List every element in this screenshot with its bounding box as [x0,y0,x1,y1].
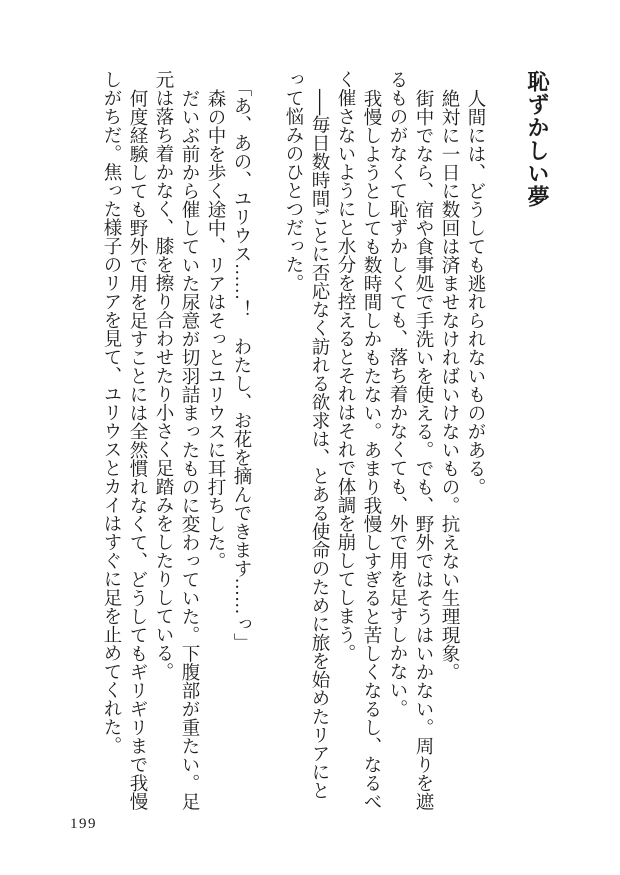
paragraph [462,70,488,845]
text-line: しがちだ。焦った様子のリアを見て、ユリウスとカイはすぐに足を止めてくれた。 [101,70,121,755]
text-line: って悩みのひとつだった。 [283,70,303,292]
paragraph [98,70,150,845]
text-line: 何度経験しても野外で用を足すことには全然慣れなくて、どうしてもギリギリまで我慢 [127,88,147,810]
paragraph [384,70,436,845]
paragraph [332,70,384,845]
paragraph [202,70,228,845]
text-line: 街中でなら、宿や食事処で手洗いを使える。でも、野外ではそうはいかない。周りを遮 [413,88,433,810]
text-line: るものがなくて恥ずかしくても、落ち着かなくても、外で用を足すしかない。 [387,70,407,718]
page-number: 199 [70,816,97,832]
paragraph [280,70,332,845]
text-line: 人間には、どうしても逃れられないものがある。 [465,88,485,496]
text-line: く催さないようにと水分を控えるとそれはそれで体調を崩してしまう。 [335,70,355,662]
text-line: 森の中を歩く途中、リアはそっとユリウスに耳打ちした。 [205,88,225,570]
text-line: だいぶ前から催していた尿意が切羽詰まったものに変わっていた。下腹部が重たい。足 [179,88,199,810]
text-line: 絶対に一日に数回は済ませなければいけないもの。抗えない生理現象。 [439,88,459,681]
text-line: 元は落ち着かなく、膝を擦り合わせたり小さく足踏みをしたりしている。 [153,70,173,681]
chapter-title: 恥ずかしい夢 [525,70,550,208]
text-line: 「あ、あの、ユリウス……！ わたし、お花を摘んできます……っ」 [231,78,251,652]
paragraph [150,70,202,845]
vertical-text-block [98,70,550,845]
paragraph-dialogue [228,70,254,845]
text-line: ──毎日数時間ごとに否応なく訪れる欲求は、とある使命のために旅を始めたリアにと [309,88,329,800]
text-line: 我慢しようとしても数時間しかもたない。あまり我慢しすぎると苦しくなるし、なるべ [361,88,381,810]
paragraph [436,70,462,845]
